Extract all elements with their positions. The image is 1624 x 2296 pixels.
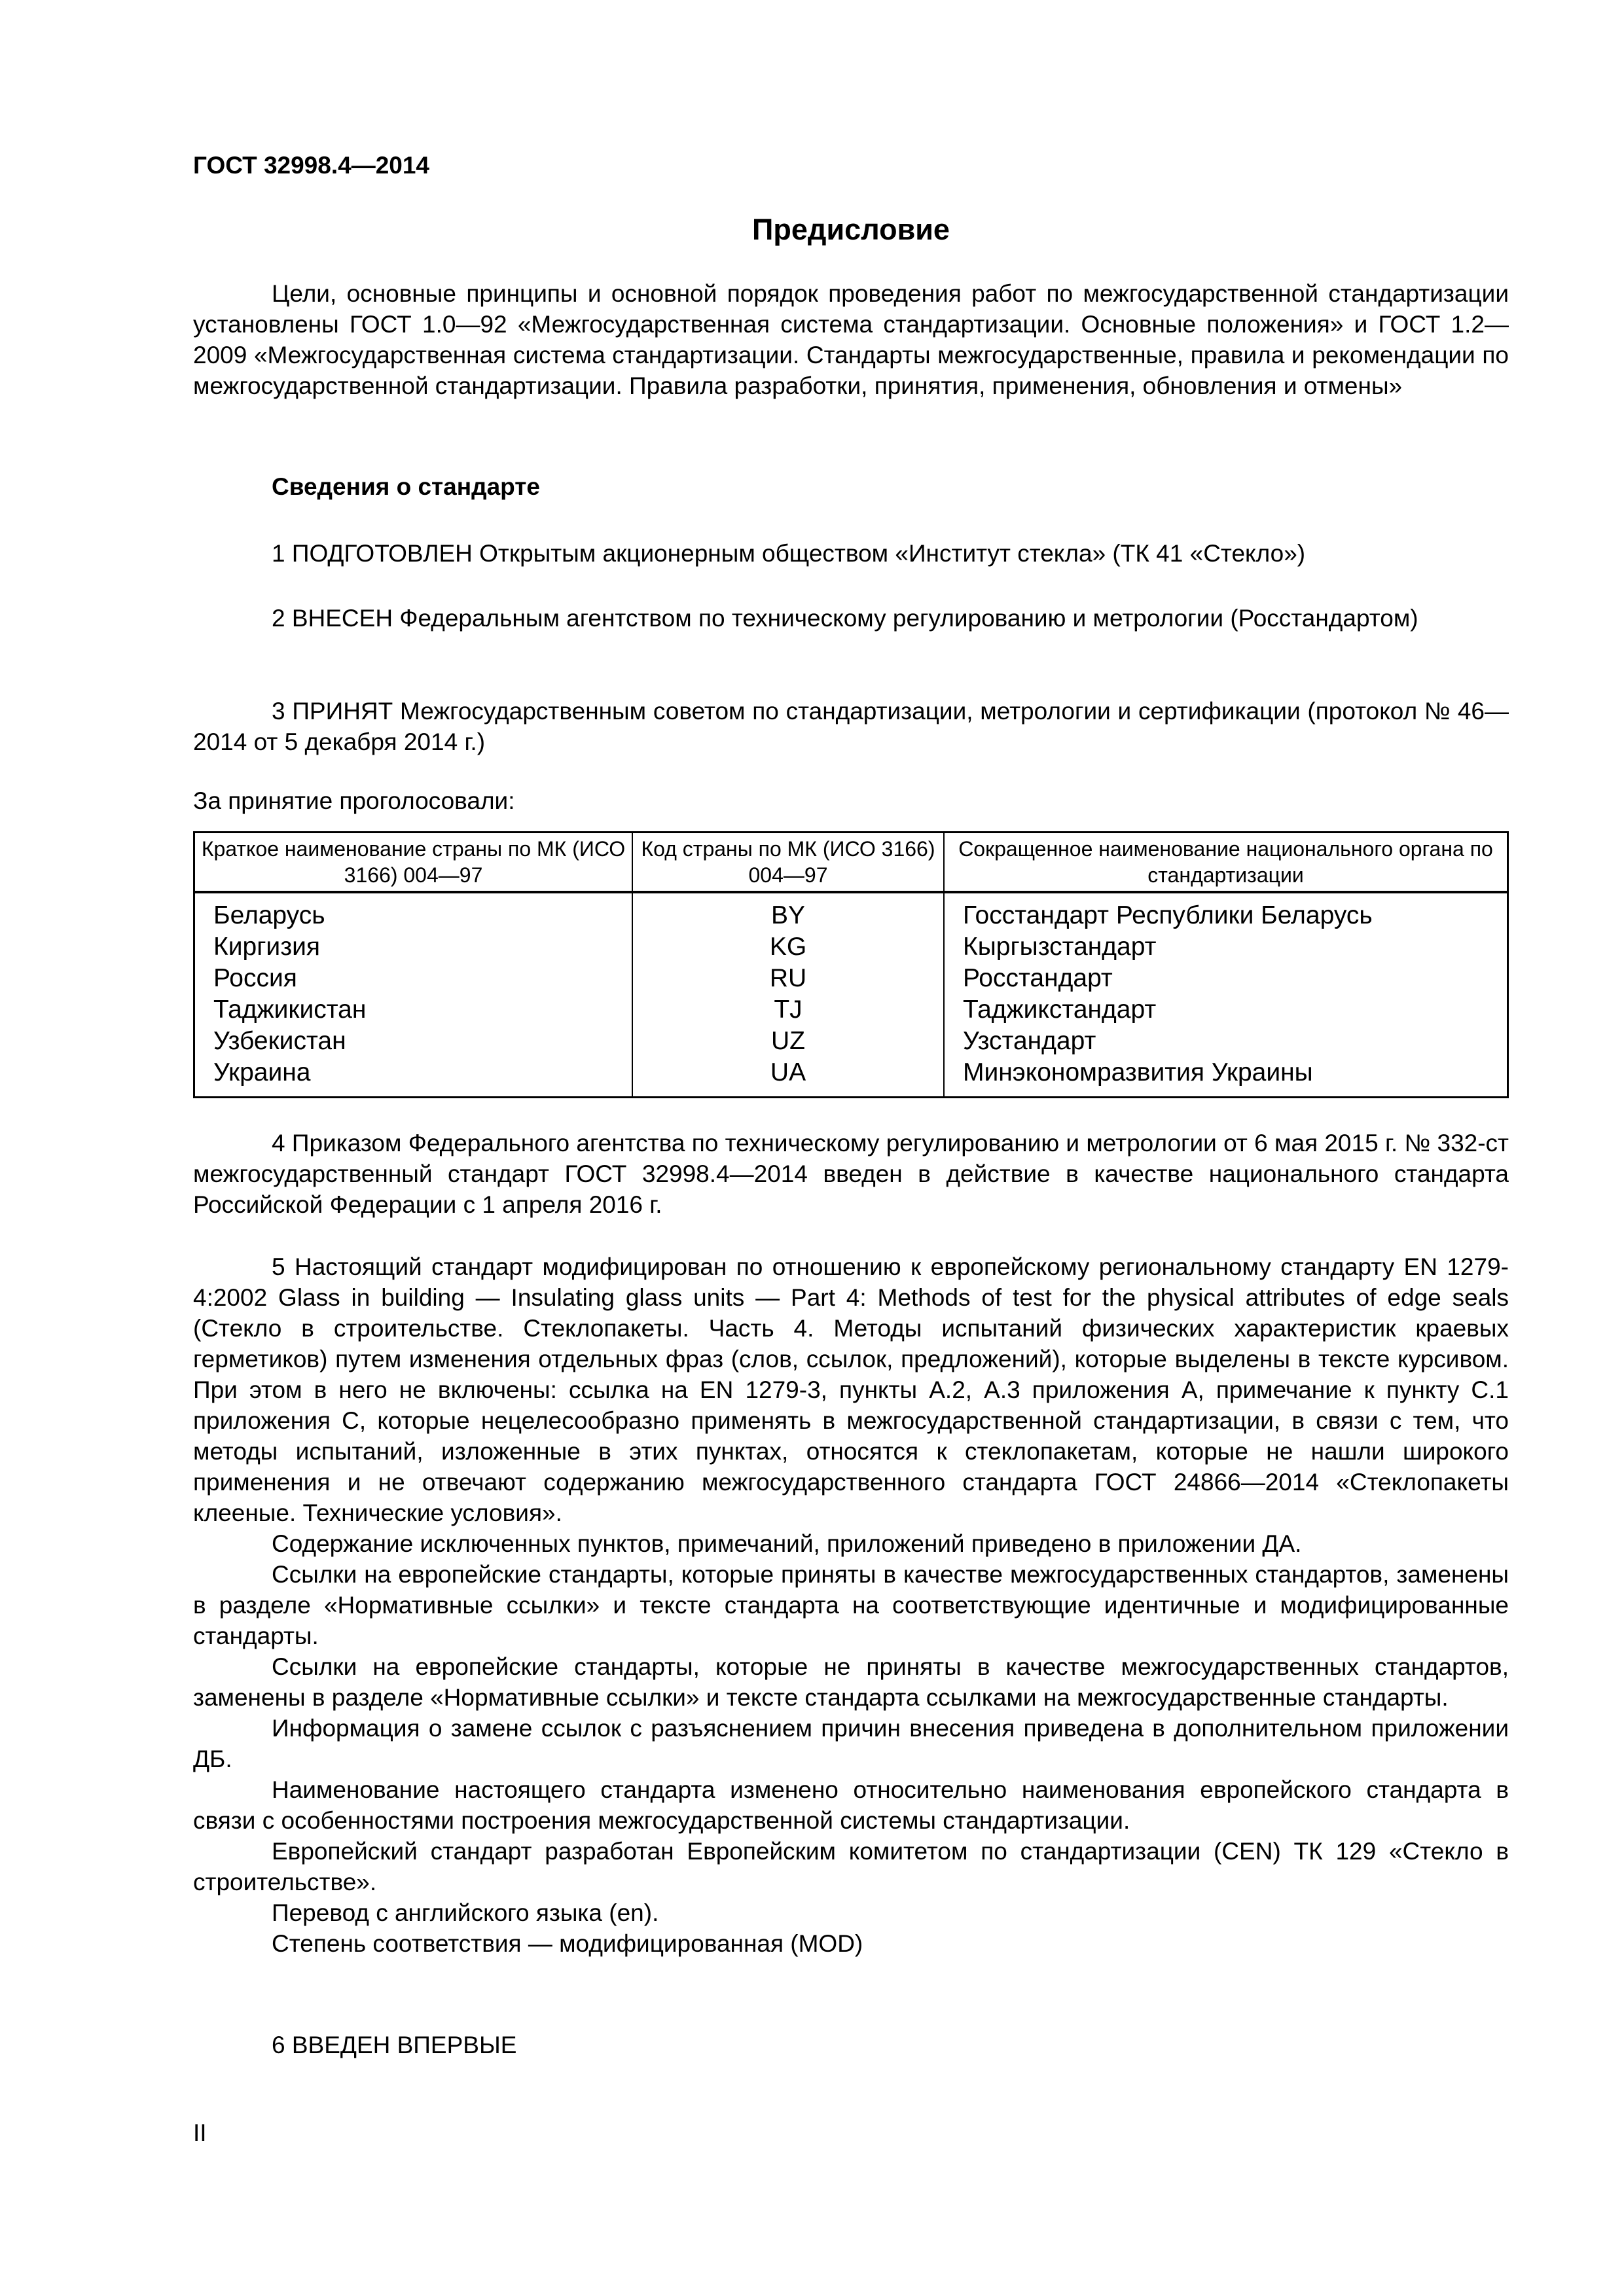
page-title: Предисловие <box>752 213 950 246</box>
item-5-excluded-content: Содержание исключенных пунктов, примечаний, приложений приведено в приложении ДА. <box>272 1530 1302 1557</box>
table-header-row <box>194 833 1508 893</box>
cell-body: Минэкономразвития Украины <box>944 1057 1508 1098</box>
item-5-section <box>193 1251 1509 1959</box>
item-5-reference-info: Информация о замене ссылок с разъяснением причин внесения приведена в дополнительном приложении ДБ. <box>193 1715 1509 1772</box>
item-1-prepared: 1 ПОДГОТОВЛЕН Открытым акционерным обществом «Институт стекла» (ТК 41 «Стекло») <box>272 540 1306 567</box>
cell-country: Украина <box>194 1057 633 1098</box>
page-number: II <box>193 2119 207 2146</box>
cell-country: Беларусь <box>194 892 633 931</box>
item-3-section <box>193 696 1509 757</box>
item-3-adopted: 3 ПРИНЯТ Межгосударственным советом по стандартизации, метрологии и сертификации (протокол № 46—2014 от 5 декабря 2014 г.) <box>193 698 1509 755</box>
cell-country: Киргизия <box>194 931 633 963</box>
cell-code: KG <box>632 931 944 963</box>
item-5-conformity-degree: Степень соответствия — модифицированная (MOD) <box>272 1930 863 1957</box>
voting-table <box>193 831 1509 1098</box>
table-row <box>194 1057 1508 1098</box>
item-4-section <box>193 1128 1509 1220</box>
cell-body: Таджикстандарт <box>944 994 1508 1026</box>
header-country-name: Краткое наименование страны по МК (ИСО 3166) 004—97 <box>194 833 633 893</box>
item-5-nonadopted-refs: Ссылки на европейские стандарты, которые не приняты в качестве межгосударственных стандартов, заменены в разделе «Нормативные ссылки» и тексте стандарта ссылками на межгосударственные стандарты. <box>193 1653 1509 1711</box>
item-5-adopted-refs: Ссылки на европейские стандарты, которые приняты в качестве межгосударственных стандартов, заменены в разделе «Нормативные ссылки» и тексте стандарта на соответствующие идентичные и модифицированные стандарты. <box>193 1561 1509 1649</box>
cell-body: Кыргызстандарт <box>944 931 1508 963</box>
item-5-title-change: Наименование настоящего стандарта изменено относительно наименования европейского стандарта в связи с особенностями построения межгосударственной системы стандартизации. <box>193 1776 1509 1834</box>
item-6-introduced: 6 ВВЕДЕН ВПЕРВЫЕ <box>272 2032 517 2058</box>
table-row <box>194 963 1508 994</box>
item-4-order: 4 Приказом Федерального агентства по техническому регулированию и метрологии от 6 мая 2015 г. № 332-ст межгосударственный стандарт ГОСТ 32998.4—2014 введен в действие в качестве национального стандарта Российской Федерации с 1 апреля 2016 г. <box>193 1130 1509 1218</box>
cell-country: Россия <box>194 963 633 994</box>
item-2-section <box>193 603 1509 634</box>
table-row <box>194 931 1508 963</box>
cell-body: Росстандарт <box>944 963 1508 994</box>
intro-section <box>193 278 1509 401</box>
intro-paragraph: Цели, основные принципы и основной порядок проведения работ по межгосударственной стандартизации установлены ГОСТ 1.0—92 «Межгосударственная система стандартизации. Основные положения» и ГОСТ 1.2—2009 «Межгосударственная система стандартизации. Стандарты межгосударственные, правила и рекомендации по межгосударственной стандартизации. Правила разработки, принятия, применения, обновления и отмены» <box>193 280 1509 399</box>
table-row <box>194 892 1508 931</box>
cell-country: Таджикистан <box>194 994 633 1026</box>
cell-body: Госстандарт Республики Беларусь <box>944 892 1508 931</box>
cell-code: UZ <box>632 1026 944 1057</box>
header-country-code: Код страны по МК (ИСО 3166) 004—97 <box>632 833 944 893</box>
votes-label: За принятие проголосовали: <box>193 787 515 814</box>
info-heading: Сведения о стандарте <box>272 473 540 500</box>
item-5-developer: Европейский стандарт разработан Европейским комитетом по стандартизации (CEN) ТК 129 «Стекло в строительстве». <box>193 1838 1509 1895</box>
cell-code: TJ <box>632 994 944 1026</box>
header-standards-body: Сокращенное наименование национального органа по стандартизации <box>944 833 1508 893</box>
document-code-header: ГОСТ 32998.4—2014 <box>193 152 430 179</box>
cell-country: Узбекистан <box>194 1026 633 1057</box>
item-5-modification: 5 Настоящий стандарт модифицирован по отношению к европейскому региональному стандарту EN 1279-4:2002 Glass in building — Insulating glass units — Part 4: Methods of test for the physical attributes of edge seals (Стекло в строительстве. Стеклопакеты. Часть 4. Методы испытаний физических характеристик краевых герметиков) путем изменения отдельных фраз (слов, ссылок, предложений), которые выделены в тексте курсивом. При этом в него не включены: ссылка на EN 1279-3, пункты А.2, А.3 приложения А, примечание к пункту С.1 приложения С, которые нецелесообразно применять в межгосударственной стандартизации, в связи с тем, что методы испытаний, изложенные в этих пунктах, относятся к стеклопакетам, которые не нашли широкого применения и не отвечают содержанию межгосударственного стандарта ГОСТ 24866—2014 «Стеклопакеты клееные. Технические условия». <box>193 1253 1509 1526</box>
table-row <box>194 994 1508 1026</box>
cell-code: UA <box>632 1057 944 1098</box>
cell-body: Узстандарт <box>944 1026 1508 1057</box>
cell-code: BY <box>632 892 944 931</box>
table-row <box>194 1026 1508 1057</box>
item-5-translation: Перевод с английского языка (en). <box>272 1899 659 1926</box>
cell-code: RU <box>632 963 944 994</box>
item-2-submitted: 2 ВНЕСЕН Федеральным агентством по техническому регулированию и метрологии (Росстандартом) <box>272 605 1418 632</box>
